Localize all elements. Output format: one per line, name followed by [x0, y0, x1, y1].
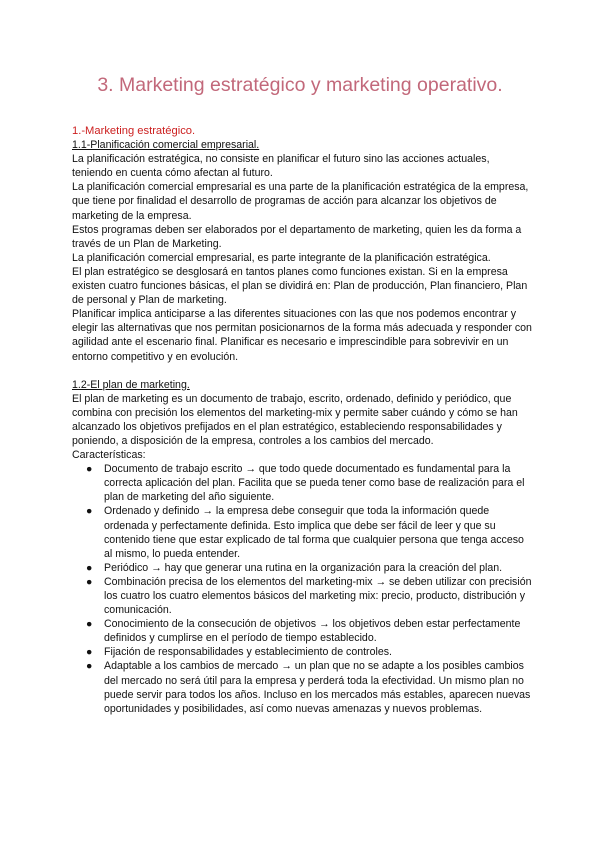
- bullet-icon: ●: [86, 561, 93, 574]
- paragraph: Planificar implica anticiparse a las diferentes situaciones con las que nos podemos encontrar y elegir las alternativas que nos permitan posicionarnos de la forma más adecuada y responder con agilidad ante el escenario final. Planificar es necesario e imprescindible para sobrevivir en un entorno competitivo y en evolución.: [72, 308, 532, 363]
- paragraph: La planificación comercial empresarial, es parte integrante de la planificación estratégica.: [72, 251, 491, 264]
- subsection-heading-plan-marketing: 1.2-El plan de marketing.: [72, 378, 190, 391]
- document-body: [72, 124, 532, 716]
- list-item-text: Conocimiento de la consecución de objetivos → los objetivos deben estar perfectamente definidos y cumplirse en el período de tiempo establecido.: [104, 618, 521, 645]
- paragraph: El plan estratégico se desglosará en tantos planes como funciones existan. Si en la empresa existen cuatro funciones básicas, el plan se dividirá en: Plan de producción, Plan financiero, Plan de personal y Plan de marketing.: [72, 265, 528, 307]
- list-item: [72, 575, 532, 617]
- bullet-icon: ●: [86, 505, 93, 518]
- bullet-icon: ●: [86, 575, 93, 588]
- paragraph: La planificación estratégica, no consiste en planificar el futuro sino las acciones actuales, teniendo en cuenta cómo afectan al futuro.: [72, 153, 490, 180]
- paragraph: La planificación comercial empresarial es una parte de la planificación estratégica de la empresa, que tiene por finalidad el desarrollo de programas de acción para alcanzar los objetivos de marketing de la empresa.: [72, 181, 529, 222]
- list-item: [72, 462, 532, 504]
- list-item-text: Combinación precisa de los elementos del marketing-mix → se deben utilizar con precisión los cuatro los cuatro elementos básicos del marketing mix: precio, producto, distribución y comunicación.: [104, 575, 532, 617]
- paragraph: Estos programas deben ser elaborados por el departamento de marketing, quien les da forma a través de un Plan de Marketing.: [72, 223, 522, 250]
- spacer: [72, 364, 532, 378]
- subsection-heading-planificacion: 1.1-Planificación comercial empresarial.: [72, 139, 260, 152]
- section-heading: 1.-Marketing estratégico.: [72, 125, 196, 137]
- list-item: [72, 659, 532, 715]
- list-item-text: Adaptable a los cambios de mercado → un plan que no se adapte a los posibles cambios del mercado no será útil para la empresa y perderá toda la efectividad. Un mismo plan no puede servir para todos los años. Incluso en los mercados más estables, aparecen nuevas oportunidades y posibilidades, así como nuevas amenazas y nuevos problemas.: [104, 660, 531, 715]
- list-item-text: Periódico → hay que generar una rutina en la organización para la creación del plan.: [104, 561, 503, 574]
- characteristics-list: [72, 462, 532, 716]
- list-item-text: Fijación de responsabilidades y establecimiento de controles.: [104, 646, 392, 659]
- list-item: [72, 645, 532, 659]
- bullet-icon: ●: [86, 646, 93, 659]
- characteristics-label: Características:: [72, 449, 146, 462]
- bullet-icon: ●: [86, 618, 93, 631]
- list-item: [72, 617, 532, 645]
- list-item: [72, 504, 532, 560]
- list-item: [72, 561, 532, 575]
- list-item-text: Documento de trabajo escrito → que todo quede documentado es fundamental para la correcta aplicación del plan. Facilita que se pueda tener como base de realización para el plan de marketing del año siguiente.: [104, 463, 525, 504]
- page-title: 3. Marketing estratégico y marketing operativo.: [97, 74, 503, 96]
- bullet-icon: ●: [86, 660, 93, 673]
- paragraph: El plan de marketing es un documento de trabajo, escrito, ordenado, definido y periódico, que combina con precisión los elementos del marketing-mix y permite saber cuándo y cómo se han alcanzado los objetivos prefijados en el plan estratégico, estableciendo responsabilidades y poniendo, a disposición de la empresa, controles a los cambios del mercado.: [72, 392, 518, 447]
- list-item-text: Ordenado y definido → la empresa debe conseguir que toda la información quede ordenada y perfectamente definida. Esto implica que debe ser fácil de leer y que su contenido tiene que estar explicado de tal forma que cualquier persona que tenga acceso al mismo, lo pueda entender.: [104, 505, 524, 560]
- bullet-icon: ●: [86, 463, 93, 476]
